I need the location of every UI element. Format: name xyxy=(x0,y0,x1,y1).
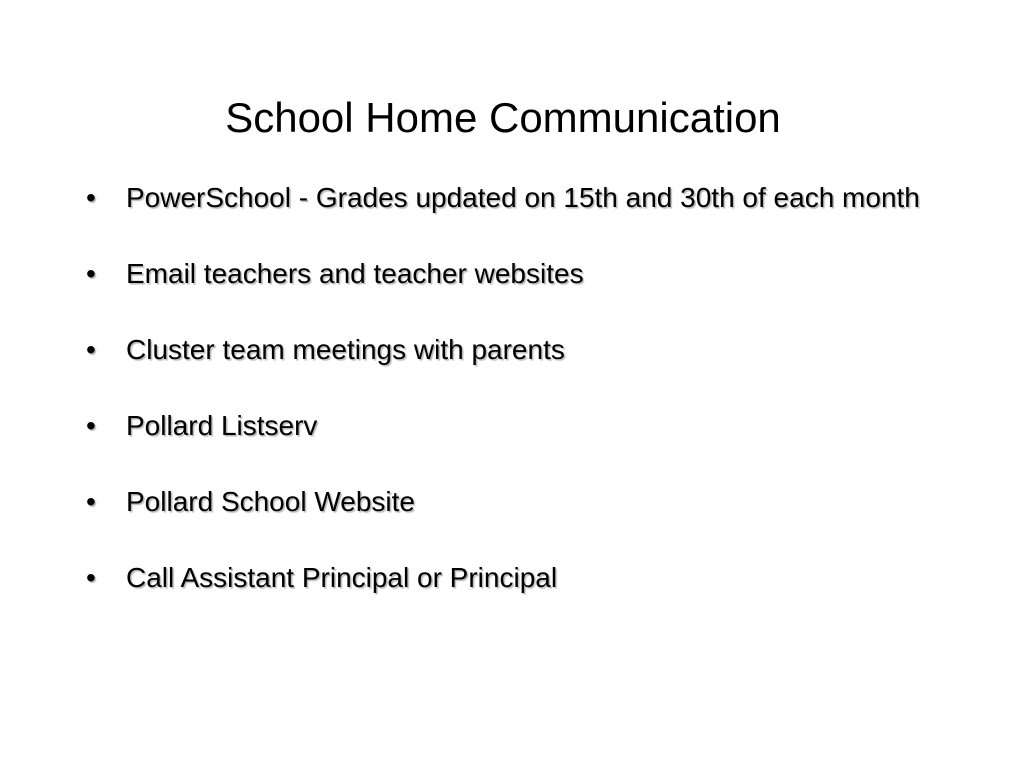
bullet-text: Cluster team meetings with parents xyxy=(126,334,565,365)
bullet-icon: • xyxy=(86,486,96,517)
bullet-text: Email teachers and teacher websites xyxy=(126,258,584,289)
bullet-item-cluster xyxy=(82,335,942,365)
bullet-text: Call Assistant Principal or Principal xyxy=(126,562,558,593)
bullet-text: Pollard Listserv xyxy=(126,410,318,441)
bullet-icon: • xyxy=(86,334,96,365)
bullet-item-powerschool xyxy=(82,183,942,213)
bullet-text: PowerSchool - Grades updated on 15th and 30th of each month xyxy=(126,182,920,213)
bullet-item-listserv xyxy=(82,411,942,441)
bullet-icon: • xyxy=(86,182,96,213)
bullet-item-call xyxy=(82,563,942,593)
bullet-icon: • xyxy=(86,562,96,593)
bullet-item-website xyxy=(82,487,942,517)
bullet-item-email xyxy=(82,259,942,289)
bullet-icon: • xyxy=(86,258,96,289)
bullet-list xyxy=(82,183,942,639)
bullet-icon: • xyxy=(86,410,96,441)
bullet-text: Pollard School Website xyxy=(126,486,415,517)
slide-title: School Home Communication xyxy=(225,94,781,141)
